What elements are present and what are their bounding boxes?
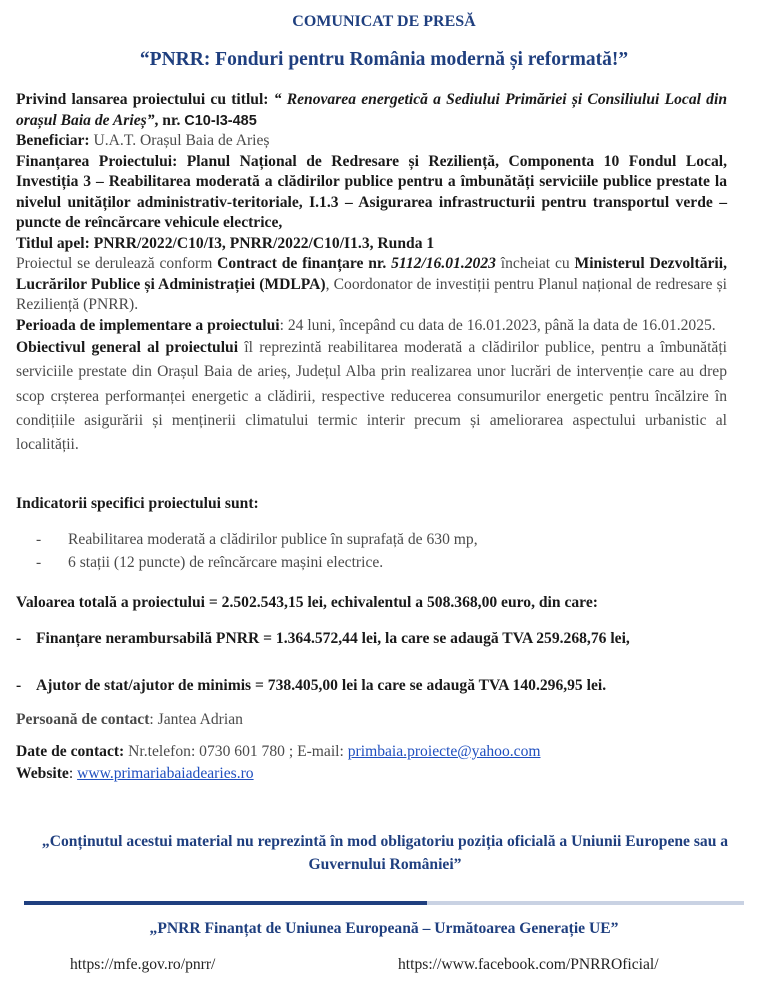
contact-person-label: Persoană de contact <box>16 711 150 728</box>
contract-paragraph <box>16 254 727 316</box>
total-value-heading: Valoarea totală a proiectului = 2.502.543,15 lei, echivalentul a 508.368,00 euro, din care: <box>16 594 598 611</box>
financing-paragraph: Finanțarea Proiectului: Planul Național de Redresare și Reziliență, Componenta 10 Fondul Local, Investiția 3 – Reabilitarea moderată a clădirilor publice pentru a îmbunătăți serviciile publice prestate la nivelul unităților administrativ-teritoriale, I.1.3 – Asigurarea infrastructurii pentru transportul verde – puncte de reîncărcare vehicule electrice, <box>16 152 727 231</box>
contract-text-3: , Coordonator de investiții pentru Planul național de redresare și Reziliență (PNRR). <box>16 275 727 313</box>
contact-person-value: : Jantea Adrian <box>149 711 243 728</box>
eu-disclaimer: „Conținutul acestui material nu reprezintă în mod obligatoriu poziția oficială a Uniunii Europene sau a Guvernului României” <box>41 833 729 873</box>
website-label: Website <box>16 765 69 782</box>
project-number: C10-I3-485 <box>184 112 257 129</box>
beneficiary-line <box>16 131 727 152</box>
intro-label: Privind lansarea proiectului cu titlul: <box>16 91 269 108</box>
project-intro <box>16 90 727 131</box>
period-label: Perioada de implementare a proiectului <box>16 316 280 334</box>
ministry-name: Ministerul Dezvoltării, Lucrărilor Publice și Administrației (MDLPA) <box>16 255 727 293</box>
indicators-heading: Indicatorii specifici proiectului sunt: <box>16 495 259 512</box>
website-line <box>16 764 254 785</box>
beneficiary-label: Beneficiar: <box>16 132 90 149</box>
contact-details-label: Date de contact: <box>16 743 125 760</box>
website-link[interactable]: www.primariabaiadearies.ro <box>77 765 254 782</box>
footer-divider <box>24 901 744 905</box>
press-release-heading: COMUNICAT DE PRESĂ <box>292 13 476 30</box>
project-title: “ Renovarea energetică a Sediului Primăriei și Consiliului Local din orașul Baia de Arieș” <box>16 91 727 129</box>
contact-details-value: Nr.telefon: 0730 601 780 ; E-mail: <box>124 743 348 760</box>
website-separator: : <box>68 765 78 782</box>
contact-person <box>16 710 243 731</box>
project-nr-prefix: , nr. <box>154 111 185 129</box>
general-objective <box>16 336 727 457</box>
contract-number: 5112/16.01.2023 <box>391 255 496 272</box>
value-item: - Ajutor de stat/ajutor de minimis = 738.405,00 lei la care se adaugă TVA 140.296,95 lei. <box>16 677 607 694</box>
press-release-subtitle: “PNRR: Fonduri pentru România modernă și reformată!” <box>139 49 629 70</box>
beneficiary-value: U.A.T. Orașul Baia de Arieș <box>89 132 270 149</box>
objective-label: Obiectivul general al proiectului <box>16 339 239 356</box>
call-title: Titlul apel: PNRR/2022/C10/I3, PNRR/2022/C10/I1.3, Runda 1 <box>16 234 435 252</box>
implementation-period <box>16 316 727 337</box>
footer-tagline: „PNRR Finanțat de Uniunea Europeană – Următoarea Generație UE” <box>149 920 619 937</box>
contact-details <box>16 742 541 763</box>
contract-text-1: Proiectul se derulează conform <box>16 255 218 272</box>
contract-text-2: încheiat cu <box>495 255 575 272</box>
indicator-item: - 6 stații (12 puncte) de reîncărcare mașini electrice. <box>36 554 384 571</box>
footer-link-facebook[interactable]: https://www.facebook.com/PNRROficial/ <box>398 956 659 973</box>
email-link[interactable]: primbaia.proiecte@yahoo.com <box>347 743 541 760</box>
footer-link-mfe[interactable]: https://mfe.gov.ro/pnrr/ <box>70 956 216 973</box>
indicator-item: - Reabilitarea moderată a clădirilor publice în suprafață de 630 mp, <box>36 531 478 548</box>
document-body <box>16 90 727 457</box>
objective-value: îl reprezintă reabilitarea moderată a clădirilor publice, pentru a îmbunătăți serviciile prestate din Orașul Baia de arieș, Județul Alba prin realizarea unor lucrări de intervenție care au drep scop crșterea performanței energetic a clădirii, respective reducerea consumurilor energetic pentru încălzire în condițiile asigurării și menținerii climatului termic interir precum și ameliorarea aspectului urbanistic al localității. <box>16 339 727 454</box>
period-value: : 24 luni, începând cu data de 16.01.2023, până la data de 16.01.2025. <box>279 316 716 334</box>
contract-label: Contract de finanțare nr. <box>217 255 392 272</box>
value-item: - Finanțare nerambursabilă PNRR = 1.364.572,44 lei, la care se adaugă TVA 259.268,76 lei, <box>16 630 630 647</box>
